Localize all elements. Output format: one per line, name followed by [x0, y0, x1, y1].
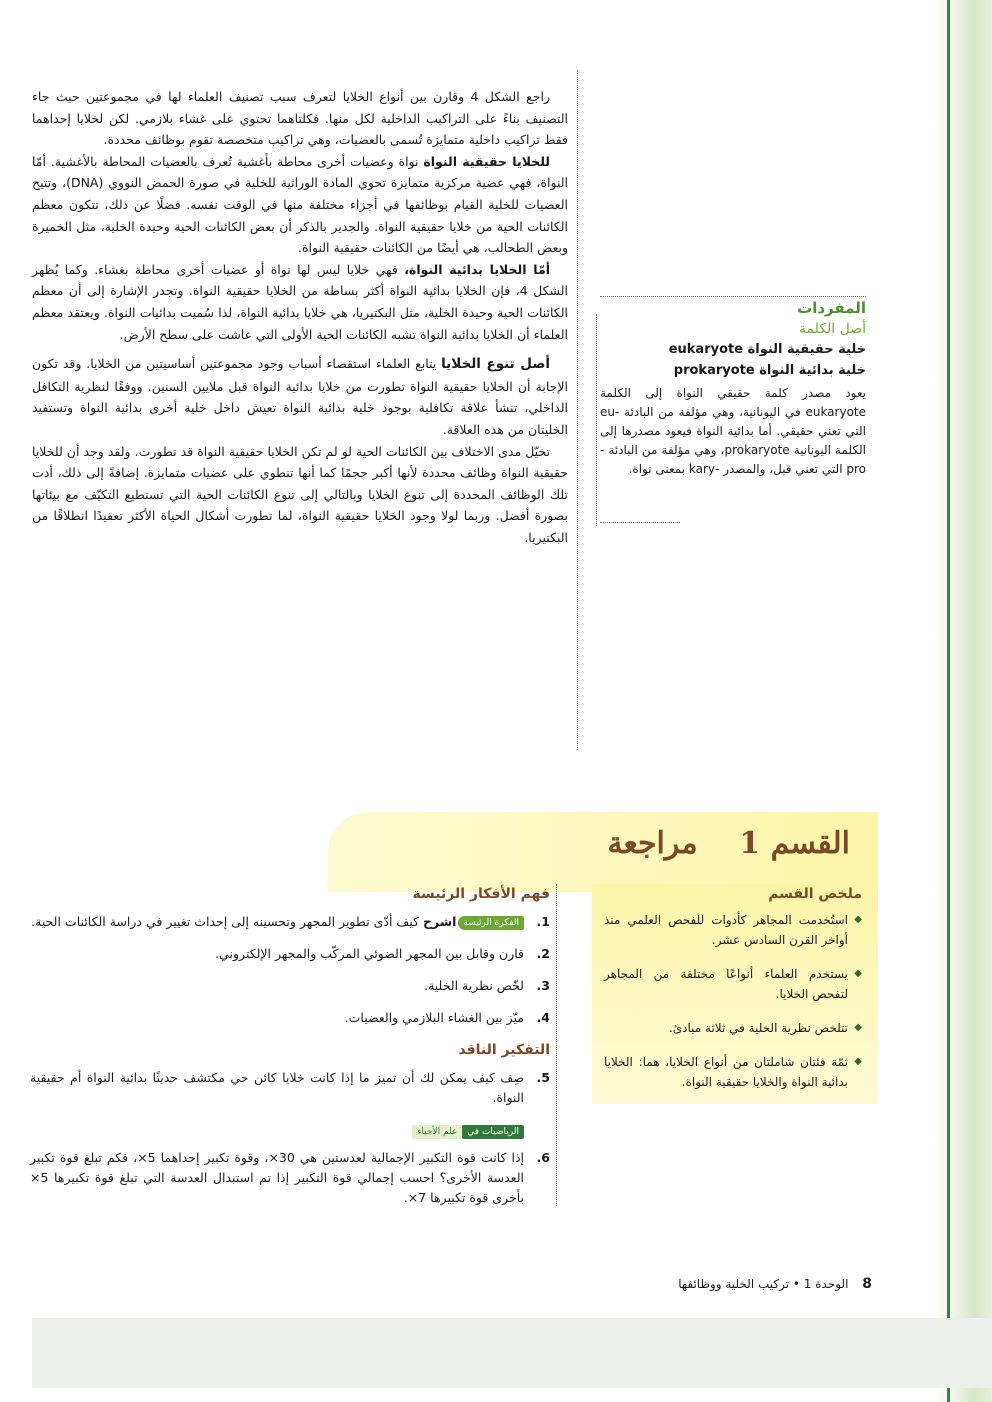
critical-thinking-title: التفكير الناقد [458, 1042, 550, 1058]
page-footer [600, 1276, 872, 1292]
question-number: 4. [536, 1010, 550, 1025]
main-text-column [32, 86, 568, 548]
vocab-bottom-rule [600, 522, 680, 523]
vocab-title: المفردات [600, 296, 866, 318]
review-title [600, 826, 850, 861]
question-number: 6. [536, 1150, 550, 1165]
question-5-text: صِف كيف يمكن لك أن تميز ما إذا كانت خلايا كائن حي مكتشف حديثًا بدائية النواة أم حقيقية النواة. [30, 1070, 524, 1105]
math-in-biology-tag [30, 1120, 524, 1140]
review-divider [556, 884, 557, 1206]
question-number: 1. [536, 914, 550, 929]
question-number: 5. [536, 1070, 550, 1085]
question-number: 2. [536, 946, 550, 961]
review-section-label: القسم 1 [739, 826, 850, 861]
paragraph-4-head: أصل تنوع الخلايا [441, 356, 551, 373]
question-1-text: كيف أدّى تطوير المجهر وتحسينه إلى إحداث تغيير في دراسة الكائنات الحية. [31, 914, 424, 929]
review-heading: مراجعة [607, 826, 698, 861]
paragraph-3-text: فهي خلايا ليس لها نواة أو عضيات أخرى محاطة بغشاء. وكما يُظهر الشكل 4، فإن الخلايا بدائية النواة أكثر بساطة من الخلايا حقيقية النواة. وتجدر الإشارة إلى أن معظم الكائنات الحية وحيدة الخلية، مثل البكتيريا، هي خلايا بدائية النواة، لذا سُميت بدائيات النواة. ويعتقد معظم العلماء أن الخلايا بدائية النواة تشبه الكائنات الحية الأولى التي عاشت على سطح الأرض. [32, 261, 568, 342]
footer-unit-title: الوحدة 1 • تركيب الخلية ووظائفها [678, 1277, 849, 1291]
green-edge-line [947, 0, 950, 1402]
vocab-divider [596, 314, 597, 526]
vocab-subtitle: أصل الكلمة [799, 321, 866, 337]
section-summary [604, 884, 862, 1106]
question-number: 3. [536, 978, 550, 993]
paragraph-3-head: أمّا الخلايا بدائية النواة، [404, 261, 550, 277]
vocab-body: يعود مصدر كلمة حقيقي النواة إلى الكلمة eukaryote في اليونانية، وهي مؤلفة من البادئة -eu التي تعني حقيقي. أما بدائية النواة فيعود مصدرها إلى الكلمة اليونانية prokaryote، وهي مؤلفة من البادئة -pro التي تعني قبل، والمصدر -kary بمعنى نواة. [600, 386, 866, 476]
paragraph-5: تخيّل مدى الاختلاف بين الكائنات الحية لو لم تكن الخلايا حقيقية النواة قد تطورت. ولقد وجد أن للخلايا حقيقية النواة وظائف محددة لأنها أكبر حجمًا كما أنها تنطوي على عضيات متمايزة. إضافةً إلى ذلك، أدت تلك الوظائف المحددة إلى تنوع الخلايا وبالتالي إلى تنوع الكائنات الحية التي تستطيع التكيّف مع بيئاتها بصورة أفضل. وربما لولا وجود الخلايا حقيقية النواة، لما تطورت أشكال الحياة الأكثر تعقيدًا انطلاقًا من البكتيريا. [32, 443, 568, 545]
question-6-text: إذا كانت قوة التكبير الإجمالية لعدستين هي 30×، وقوة تكبير إحداهما 5×، فكم تبلغ قوة تكبير العدسة الأخرى؟ احسب إجمالي قوة التكبير إذا تم استبدال العدسة التي تبلغ قوة تكبيرها 5× بأخرى قوة تكبيرها 7×. [30, 1150, 524, 1205]
question-3-text: لخّص نظرية الخلية. [424, 978, 524, 993]
vocabulary-sidebar [600, 296, 866, 479]
paragraph-2-head: للخلايا حقيقية النواة [423, 153, 550, 169]
paragraph-1: راجع الشكل 4 وقارن بين أنواع الخلايا لتعرف سبب تصنيف العلماء لها في مجموعتين حيث جاء التصنيف بناءً على التراكيب الداخلية لكل منها. فكلتاهما تحتوي على غشاء بلازمي. لكن لخلايا إحداهما فقط تراكيب داخلية متمايزة تُسمى بالعضيات، وهي تراكيب متخصصة تقوم بوظائف محددة. [32, 89, 568, 148]
paragraph-2-text: نواة وعضيات أخرى محاطة بأغشية تُعرف بالعضيات المحاطة بالأغشية. أمّا النواة، فهي عضية مركزية متمايزة تحوي المادة الوراثية للخلية في صورة الحمض النووي (DNA)، وتتيح العضيات للخلية القيام بوظائفها في أجزاء مختلفة منها في الوقت نفسه. فضلًا عن ذلك، تتكون معظم الكائنات الحية من خلايا حقيقية النواة. والجدير بالذكر أن بعض الكائنات الحية وحيدة الخلية، مثل الخميرة وبعض الطحالب، هي أيضًا من الكائنات حقيقية النواة. [32, 153, 568, 256]
vocab-term-prokaryote: خلية بدائية النواة prokaryote [673, 363, 866, 378]
question-1-verb: اشرح [423, 914, 457, 929]
biology-tag: علم الأحياء [412, 1125, 462, 1139]
math-tag: الرياضيات في [462, 1125, 524, 1139]
summary-item: ◆ تتلخص نظرية الخلية في ثلاثة مبادئ. [604, 1018, 862, 1038]
question-4-text: ميّز بين الغشاء البلازمي والعضيات. [344, 1010, 524, 1025]
page-number: 8 [862, 1276, 872, 1292]
question-6 [30, 1148, 550, 1208]
paragraph-2 [32, 151, 568, 259]
question-2 [30, 944, 550, 964]
summary-item: ◆ استُخدمت المجاهر كأدوات للفحص العلمي منذ أواخر القرن السادس عشر. [604, 910, 862, 950]
paragraph-4-text: يتابع العلماء استقصاء أسباب وجود مجموعتين أساسيتين من الخلايا. وقد تكون الإجابة أن الخلايا حقيقية النواة تطورت من خلايا بدائية النواة قبل ملايين السنين. ووفقًا لنظرية التكافل الداخلي، تنشأ علاقة تكافلية بوجود خلية بدائية النواة تعيش داخل خلية أخرى بدائية النواة وتستفيد الخليتان من هذه العلاقة. [32, 356, 568, 437]
paragraph-4 [32, 353, 568, 440]
question-5 [30, 1068, 550, 1108]
question-4 [30, 1008, 550, 1028]
question-2-text: قارن وقابل بين المجهر الضوئي المركّب والمجهر الإلكتروني. [215, 946, 524, 961]
review-questions [30, 882, 550, 1220]
summary-item: ◆ ثمّة فئتان شاملتان من أنواع الخلايا، هما: الخلايا بدائية النواة والخلايا حقيقية النواة. [604, 1052, 862, 1092]
vocab-term-eukaryote: خلية حقيقية النواة eukaryote [668, 342, 866, 357]
question-1 [30, 912, 550, 932]
scan-band [32, 1318, 992, 1388]
binding-edge [934, 0, 992, 1402]
paragraph-3 [32, 259, 568, 345]
summary-list [604, 910, 862, 1092]
question-3 [30, 976, 550, 996]
main-idea-tag: الفكرة الرئيسة [458, 916, 524, 930]
main-ideas-title: فهم الأفكار الرئيسة [412, 886, 550, 902]
summary-title: ملخص القسم [768, 886, 862, 902]
column-divider [577, 70, 578, 750]
summary-item: ◆ يستخدم العلماء أنواعًا مختلفة من المجاهر لتفحص الخلايا. [604, 964, 862, 1004]
